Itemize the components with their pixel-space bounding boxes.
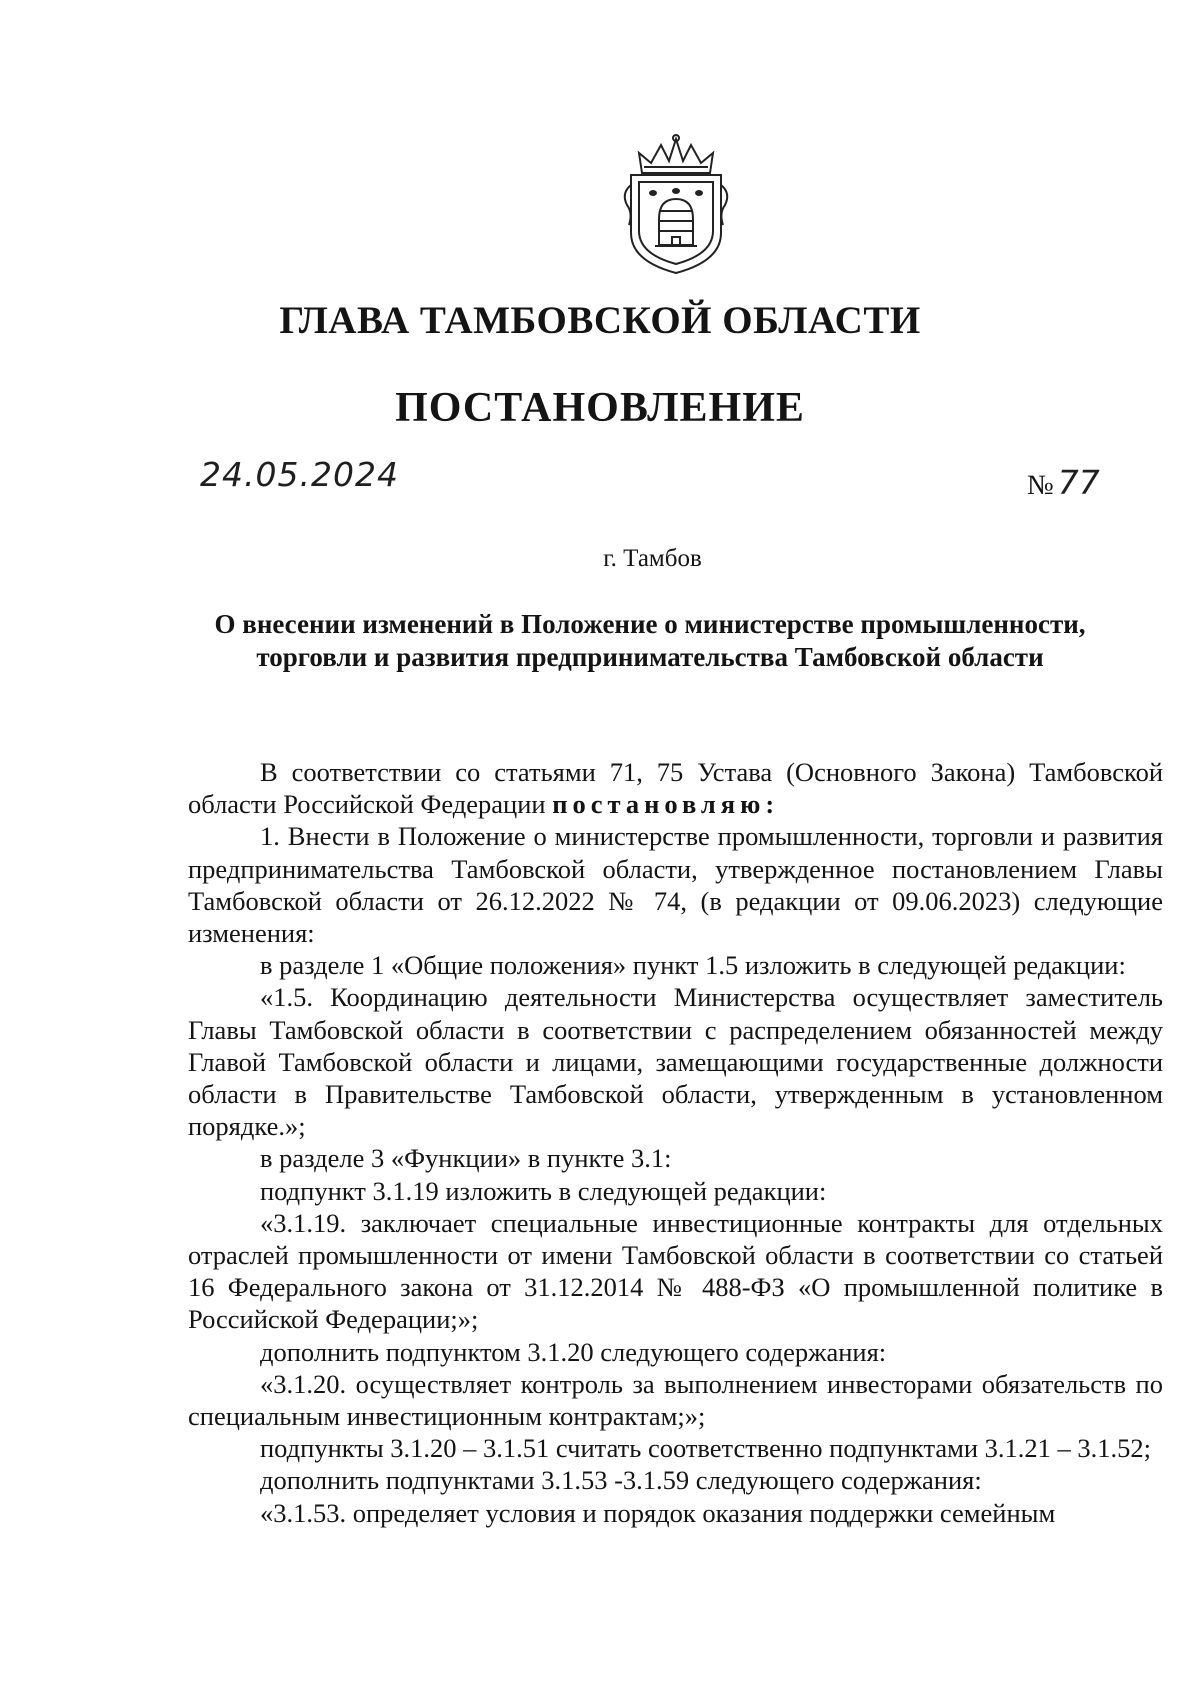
paragraph-renumber: подпункты 3.1.20 – 3.1.51 считать соответственно подпунктами 3.1.21 – 3.1.52; — [260, 1433, 1152, 1464]
paragraph-clause-3-1-53: «3.1.53. определяет условия и порядок оказания поддержки семейным — [260, 1497, 1056, 1528]
paragraph-item-1: 1. Внести в Положение о министерстве промышленности, торговли и развития предпринимательства Тамбовской области, утвержденное постановлением Главы Тамбовской области от 26.12.2022 № 74, (в редакции от 09.06.2023) следующие изменения: — [188, 821, 1163, 949]
number-sign: № — [1027, 470, 1054, 501]
paragraph-subclause-3-1-19: подпункт 3.1.19 изложить в следующей редакции: — [260, 1175, 827, 1206]
document-number — [1027, 463, 1100, 502]
city-name: г. Тамбов — [603, 545, 702, 572]
document-subject — [150, 608, 1150, 674]
paragraph-section-1: в разделе 1 «Общие положения» пункт 1.5 изложить в следующей редакции: — [260, 950, 1126, 981]
paragraph-add-3-1-20: дополнить подпунктом 3.1.20 следующего содержания: — [260, 1336, 887, 1367]
paragraph-section-3: в разделе 3 «Функции» в пункте 3.1: — [260, 1143, 672, 1174]
resolution-word: постановляю: — [552, 789, 780, 820]
paragraph-clause-1-5: «1.5. Координацию деятельности Министерства осуществляет заместитель Главы Тамбовской области в соответствии с распределением обязанностей между Главой Тамбовской области и лицами, замещающими государственные должности области в Правительстве Тамбовской области, утвержденным в установленном порядке.»; — [188, 982, 1163, 1142]
paragraph-add-3-1-53: дополнить подпунктами 3.1.53 -3.1.59 следующего содержания: — [260, 1465, 982, 1496]
paragraph-clause-3-1-20: «3.1.20. осуществляет контроль за выполнением инвесторами обязательств по специальным инвестиционным контрактам;»; — [188, 1368, 1163, 1432]
coat-of-arms-icon — [617, 133, 735, 278]
number-value: 77 — [1057, 463, 1100, 502]
document-type-title: ПОСТАНОВЛЕНИЕ — [395, 385, 805, 431]
subject-line-2: торговли и развития предпринимательства Тамбовской области — [256, 642, 1044, 672]
document-body — [188, 756, 1163, 1529]
authority-title: ГЛАВА ТАМБОВСКОЙ ОБЛАСТИ — [279, 299, 921, 342]
paragraph-clause-3-1-19: «3.1.19. заключает специальные инвестиционные контракты для отдельных отраслей промышленности от имени Тамбовской области в соответствии со статьей 16 Федерального закона от 31.12.2014 № 488-ФЗ «О промышленной политике в Российской Федерации;»; — [188, 1207, 1163, 1335]
paragraph-preamble — [188, 756, 1163, 820]
document-date: 24.05.2024 — [200, 455, 399, 494]
preamble-text: В соответствии со статьями 71, 75 Устава (Основного Закона) Тамбовской области Российской Федерации — [188, 757, 1163, 820]
subject-line-1: О внесении изменений в Положение о министерстве промышленности, — [214, 609, 1086, 639]
